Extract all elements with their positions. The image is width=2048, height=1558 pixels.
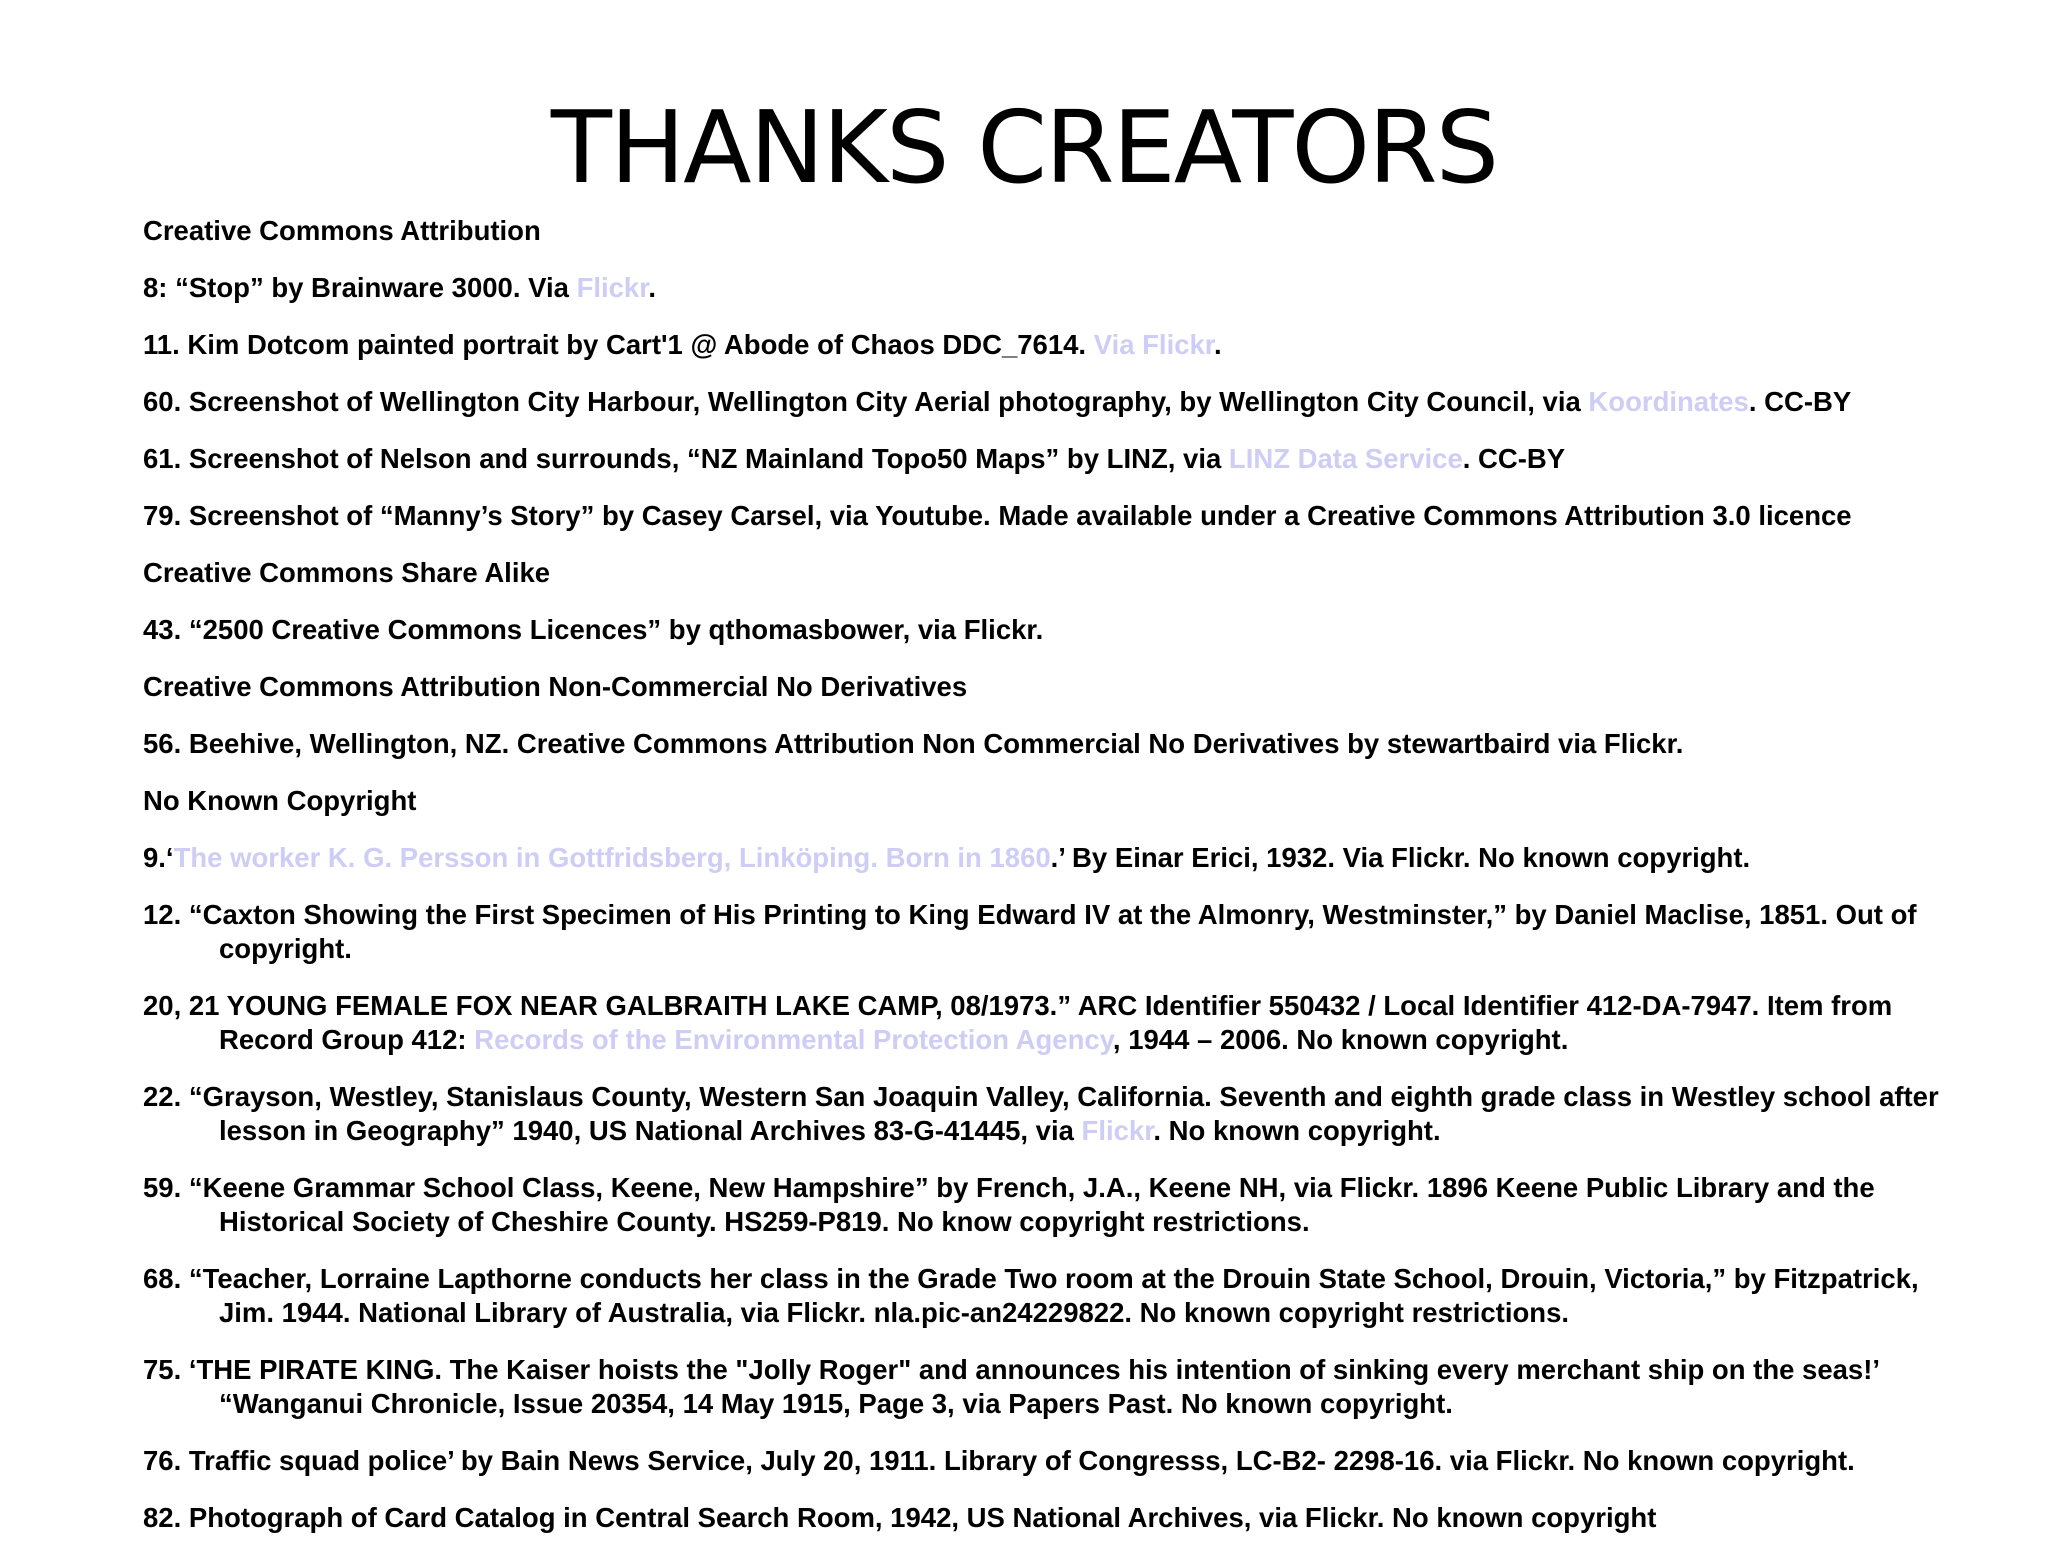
credit-text: . CC-BY (1748, 386, 1852, 417)
credit-text: . CC-BY (1462, 443, 1566, 474)
credit-text: 79. Screenshot of “Manny’s Story” by Casey Carsel, via Youtube. Made available under a Creative Commons Attribution 3.0 licence (143, 500, 1852, 531)
credit-link[interactable]: Via Flickr (1093, 329, 1214, 360)
credit-item (143, 442, 1973, 476)
credits-list (143, 214, 1973, 1558)
credit-text: . No known copyright. (1153, 1115, 1441, 1146)
credit-link[interactable]: LINZ Data Service (1228, 443, 1463, 474)
credit-item (143, 727, 1973, 761)
section-heading (143, 670, 1973, 704)
credit-item (143, 613, 1973, 647)
credit-item (143, 1501, 1973, 1535)
credit-text: 60. Screenshot of Wellington City Harbour, Wellington City Aerial photography, by Wellington City Council, via (143, 386, 1589, 417)
credit-text: 11. Kim Dotcom painted portrait by Cart'1 @ Abode of Chaos DDC_7614. (143, 329, 1094, 360)
credit-item (143, 1444, 1973, 1478)
credit-text: 43. “2500 Creative Commons Licences” by qthomasbower, via Flickr. (143, 614, 1044, 645)
credit-text: No Known Copyright (143, 785, 417, 816)
credit-text: 75. ‘THE PIRATE KING. The Kaiser hoists the "Jolly Roger" and announces his intention of sinking every merchant ship on the seas!’ “Wanganui Chronicle, Issue 20354, 14 May 1915, Page 3, via Papers Past. No known copyright. (143, 1354, 1879, 1419)
credit-item (143, 499, 1973, 533)
credit-text: .’ By Einar Erici, 1932. Via Flickr. No known copyright. (1050, 842, 1751, 873)
section-heading (143, 556, 1973, 590)
credit-item (143, 841, 1973, 875)
credit-link[interactable]: Records of the Environmental Protection Agency (474, 1024, 1113, 1055)
credit-text: 68. “Teacher, Lorraine Lapthorne conducts her class in the Grade Two room at the Drouin State School, Drouin, Victoria,” by Fitzpatrick, Jim. 1944. National Library of Australia, via Flickr. nla.pic-an24229822. No known copyright restrictions. (143, 1263, 1919, 1328)
section-heading (143, 784, 1973, 818)
credit-text: 12. “Caxton Showing the First Specimen of His Printing to King Edward IV at the Almonry, Westminster,” by Daniel Maclise, 1851. Out of copyright. (143, 899, 1917, 964)
credit-text: 8: “Stop” by Brainware 3000. Via (143, 272, 577, 303)
credit-item (143, 898, 1973, 966)
credit-item (143, 1171, 1973, 1239)
credit-text: 76. Traffic squad police’ by Bain News Service, July 20, 1911. Library of Congresss, LC-B2- 2298-16. via Flickr. No known copyright. (143, 1445, 1855, 1476)
credit-text: 56. Beehive, Wellington, NZ. Creative Commons Attribution Non Commercial No Derivatives by stewartbaird via Flickr. (143, 728, 1684, 759)
credit-item (143, 1080, 1973, 1148)
credit-link[interactable]: Flickr (576, 272, 649, 303)
credit-text: 82. Photograph of Card Catalog in Central Search Room, 1942, US National Archives, via Flickr. No known copyright (143, 1502, 1657, 1533)
credit-link[interactable]: The worker K. G. Persson in Gottfridsberg, Linköping. Born in 1860 (173, 842, 1051, 873)
credit-text: Creative Commons Share Alike (143, 557, 551, 588)
credit-text: 22. “Grayson, Westley, Stanislaus County, Western San Joaquin Valley, California. Seventh and eighth grade class in Westley school after lesson in Geography” 1940, US National Archives 83-G-41445, via (143, 1081, 1939, 1146)
credit-item (143, 328, 1973, 362)
credit-link[interactable]: Flickr (1081, 1115, 1154, 1146)
credit-text: 9.‘ (143, 842, 174, 873)
credit-text: 59. “Keene Grammar School Class, Keene, New Hampshire” by French, J.A., Keene NH, via Flickr. 1896 Keene Public Library and the Historical Society of Cheshire County. HS259-P819. No know copyright restrictions. (143, 1172, 1875, 1237)
credit-text: Creative Commons Attribution (143, 215, 541, 246)
credit-text: 61. Screenshot of Nelson and surrounds, “NZ Mainland Topo50 Maps” by LINZ, via (143, 443, 1229, 474)
credit-text: , 1944 – 2006. No known copyright. (1112, 1024, 1569, 1055)
credit-text: . (648, 272, 657, 303)
credit-item (143, 385, 1973, 419)
credit-text: . (1214, 329, 1222, 360)
section-heading (143, 214, 1973, 248)
credit-item (143, 989, 1973, 1057)
credit-item (143, 1353, 1973, 1421)
credit-item (143, 271, 1973, 305)
credit-text: Creative Commons Attribution Non-Commercial No Derivatives (143, 671, 968, 702)
credit-text: 20, 21 YOUNG FEMALE FOX NEAR GALBRAITH LAKE CAMP, 08/1973.” ARC Identifier 550432 / Local Identifier 412-DA-7947. Item from Record Group 412: (143, 990, 1893, 1055)
page-title: THANKS CREATORS (550, 89, 1498, 206)
credit-item (143, 1262, 1973, 1330)
credit-link[interactable]: Koordinates (1588, 386, 1749, 417)
